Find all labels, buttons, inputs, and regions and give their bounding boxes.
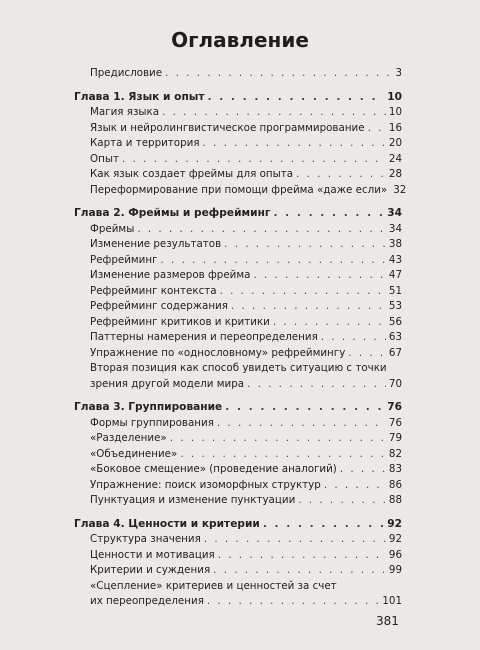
toc-entry[interactable]: Магия языка . . . 10 — [74, 105, 402, 121]
toc-entry[interactable]: зрения другой модели мира . . . 70 — [74, 377, 402, 393]
toc-entry[interactable]: Пунктуация и изменение пунктуации . . . 88 — [74, 493, 402, 509]
toc-entry[interactable]: «Объединение» . . . 82 — [74, 447, 402, 463]
toc-entry[interactable]: Язык и нейролингвистическое программирование . . . 16 — [74, 121, 402, 137]
toc-entry[interactable]: Изменение результатов . . . 38 — [74, 237, 402, 253]
toc-entry[interactable]: Как язык создает фреймы для опыта . . . 28 — [74, 167, 402, 183]
toc-chapter-1[interactable]: Глава 1. Язык и опыт . . . 10 — [74, 90, 402, 106]
toc-entry[interactable]: Структура значения . . . 92 — [74, 532, 402, 548]
page-title: Оглавление — [171, 28, 309, 52]
toc-entry[interactable]: Упражнение по «однословному» рефреймингу . . . 67 — [74, 346, 402, 362]
toc-entry[interactable]: Ценности и мотивация . . . 96 — [74, 548, 402, 564]
toc-entry[interactable]: Формы группирования . . . 76 — [74, 416, 402, 432]
toc-entry-preface[interactable]: Предисловие . . . 3 — [74, 66, 402, 82]
toc-entry[interactable]: «Боковое смещение» (проведение аналогий) . . . 83 — [74, 462, 402, 478]
toc-entry[interactable]: Рефрейминг контекста . . . 51 — [74, 284, 402, 300]
toc-chapter-4[interactable]: Глава 4. Ценности и критерии . . . 92 — [74, 517, 402, 533]
toc-entry-wrapped-line[interactable]: «Сцепление» критериев и ценностей за счет — [90, 579, 337, 592]
table-of-contents — [74, 66, 407, 610]
toc-entry[interactable]: их переопределения . . . 101 — [74, 594, 402, 610]
toc-chapter-3[interactable]: Глава 3. Группирование . . . 76 — [74, 400, 402, 416]
toc-entry[interactable]: Паттерны намерения и переопределения . . . 63 — [74, 330, 402, 346]
toc-entry[interactable]: Критерии и суждения . . . 99 — [74, 563, 402, 579]
page-number: 381 — [376, 614, 399, 628]
toc-entry-wrapped-line[interactable]: Вторая позиция как способ увидеть ситуацию с точки — [90, 362, 387, 374]
toc-entry[interactable]: Рефрейминг . . . 43 — [74, 253, 402, 269]
toc-entry[interactable]: Изменение размеров фрейма . . . 47 — [74, 268, 402, 284]
toc-entry[interactable]: Фреймы . . . 34 — [74, 222, 402, 238]
toc-entry[interactable]: Рефрейминг содержания . . . 53 — [74, 299, 402, 315]
toc-entry[interactable]: Переформирование при помощи фрейма «даже если» 32 — [90, 183, 407, 196]
toc-entry[interactable]: Опыт . . . 24 — [74, 152, 402, 168]
toc-entry[interactable]: Упражнение: поиск изоморфных структур . . . 86 — [74, 478, 402, 494]
toc-entry[interactable]: Рефрейминг критиков и критики . . . 56 — [74, 315, 402, 331]
toc-chapter-2[interactable]: Глава 2. Фреймы и рефрейминг . . . 34 — [74, 206, 402, 222]
toc-entry[interactable]: Карта и территория . . . 20 — [74, 136, 402, 152]
toc-entry[interactable]: «Разделение» . . . 79 — [74, 431, 402, 447]
